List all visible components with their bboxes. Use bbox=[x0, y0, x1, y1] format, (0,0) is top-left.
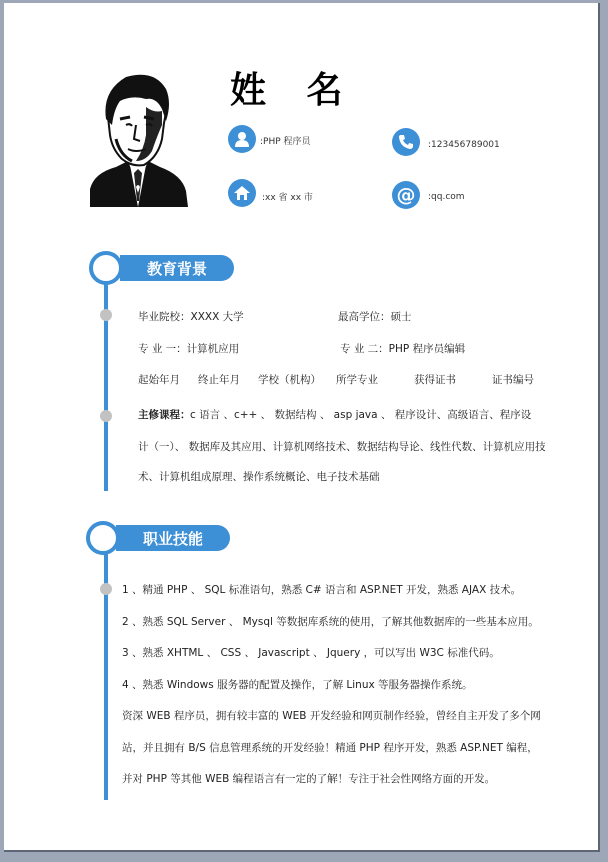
summary-line-2: 站，并且拥有 B/S 信息管理系统的开发经验！精通 PHP 程序开发，熟悉 ASP.NET 编程， bbox=[122, 742, 538, 754]
school: 毕业院校：XXXX 大学 bbox=[138, 311, 244, 323]
timeline-skills bbox=[104, 538, 108, 800]
skill-item-3: 3 、熟悉 XHTML 、 CSS 、 Javascript 、 Jquery ，可以写出 W3C 标准代码。 bbox=[122, 647, 500, 659]
courses-label: 主修课程： bbox=[138, 409, 191, 421]
timeline-dot bbox=[100, 309, 112, 321]
timeline-dot bbox=[100, 583, 112, 595]
table-header-cert-number: 证书编号 bbox=[492, 374, 534, 386]
skill-item-4: 4 、熟悉 Windows 服务器的配置及操作，了解 Linux 等服务器操作系统。 bbox=[122, 679, 473, 691]
section-marker-education bbox=[89, 251, 123, 285]
job-title: :PHP 程序员 bbox=[260, 137, 311, 147]
major-1: 专 业 一：计算机应用 bbox=[138, 343, 240, 355]
skill-item-2: 2 、熟悉 SQL Server 、 Mysql 等数据库系统的使用，了解其他数据库的一些基本应用。 bbox=[122, 616, 539, 628]
profile-photo bbox=[76, 69, 190, 207]
courses-line-1: c 语言 、c++ 、 数据结构 、 asp java 、 程序设计、高级语言、程序设 bbox=[190, 409, 532, 421]
timeline-education bbox=[104, 269, 108, 491]
table-header-end: 终止年月 bbox=[198, 374, 240, 386]
skill-item-1: 1 、精通 PHP 、 SQL 标准语句，熟悉 C# 语言和 ASP.NET 开发，熟悉 AJAX 技术。 bbox=[122, 584, 522, 596]
section-title-skills: 职业技能 bbox=[116, 525, 230, 551]
phone-number: :123456789001 bbox=[428, 140, 500, 150]
courses-line-2: 计（一）、 数据库及其应用、计算机网络技术、数据结构导论、线性代数、计算机应用技 bbox=[138, 441, 546, 453]
user-icon bbox=[228, 125, 256, 153]
table-header-school: 学校（机构） bbox=[258, 374, 321, 386]
degree: 最高学位：硕士 bbox=[338, 311, 412, 323]
table-header-major: 所学专业 bbox=[336, 374, 378, 386]
summary-line-3: 并对 PHP 等其他 WEB 编程语言有一定的了解！专注于社会性网络方面的开发。 bbox=[122, 773, 496, 785]
table-header-certificate: 获得证书 bbox=[414, 374, 456, 386]
section-title-education: 教育背景 bbox=[120, 255, 234, 281]
courses-line-3: 术、计算机组成原理、操作系统概论、电子技术基础 bbox=[138, 471, 380, 483]
resume-page bbox=[4, 3, 600, 852]
page-title: 姓 名 bbox=[230, 70, 357, 111]
email: :qq.com bbox=[428, 192, 465, 202]
table-header-start: 起始年月 bbox=[138, 374, 180, 386]
location: :xx 省 xx 市 bbox=[262, 193, 313, 203]
section-marker-skills bbox=[86, 521, 120, 555]
home-icon bbox=[228, 179, 256, 207]
summary-line-1: 资深 WEB 程序员，拥有较丰富的 WEB 开发经验和网页制作经验，曾经自主开发了多个网 bbox=[122, 710, 541, 722]
timeline-dot bbox=[100, 410, 112, 422]
phone-icon bbox=[392, 128, 420, 156]
at-icon: @ bbox=[392, 181, 420, 209]
major-2: 专 业 二：PHP 程序员编辑 bbox=[340, 343, 466, 355]
